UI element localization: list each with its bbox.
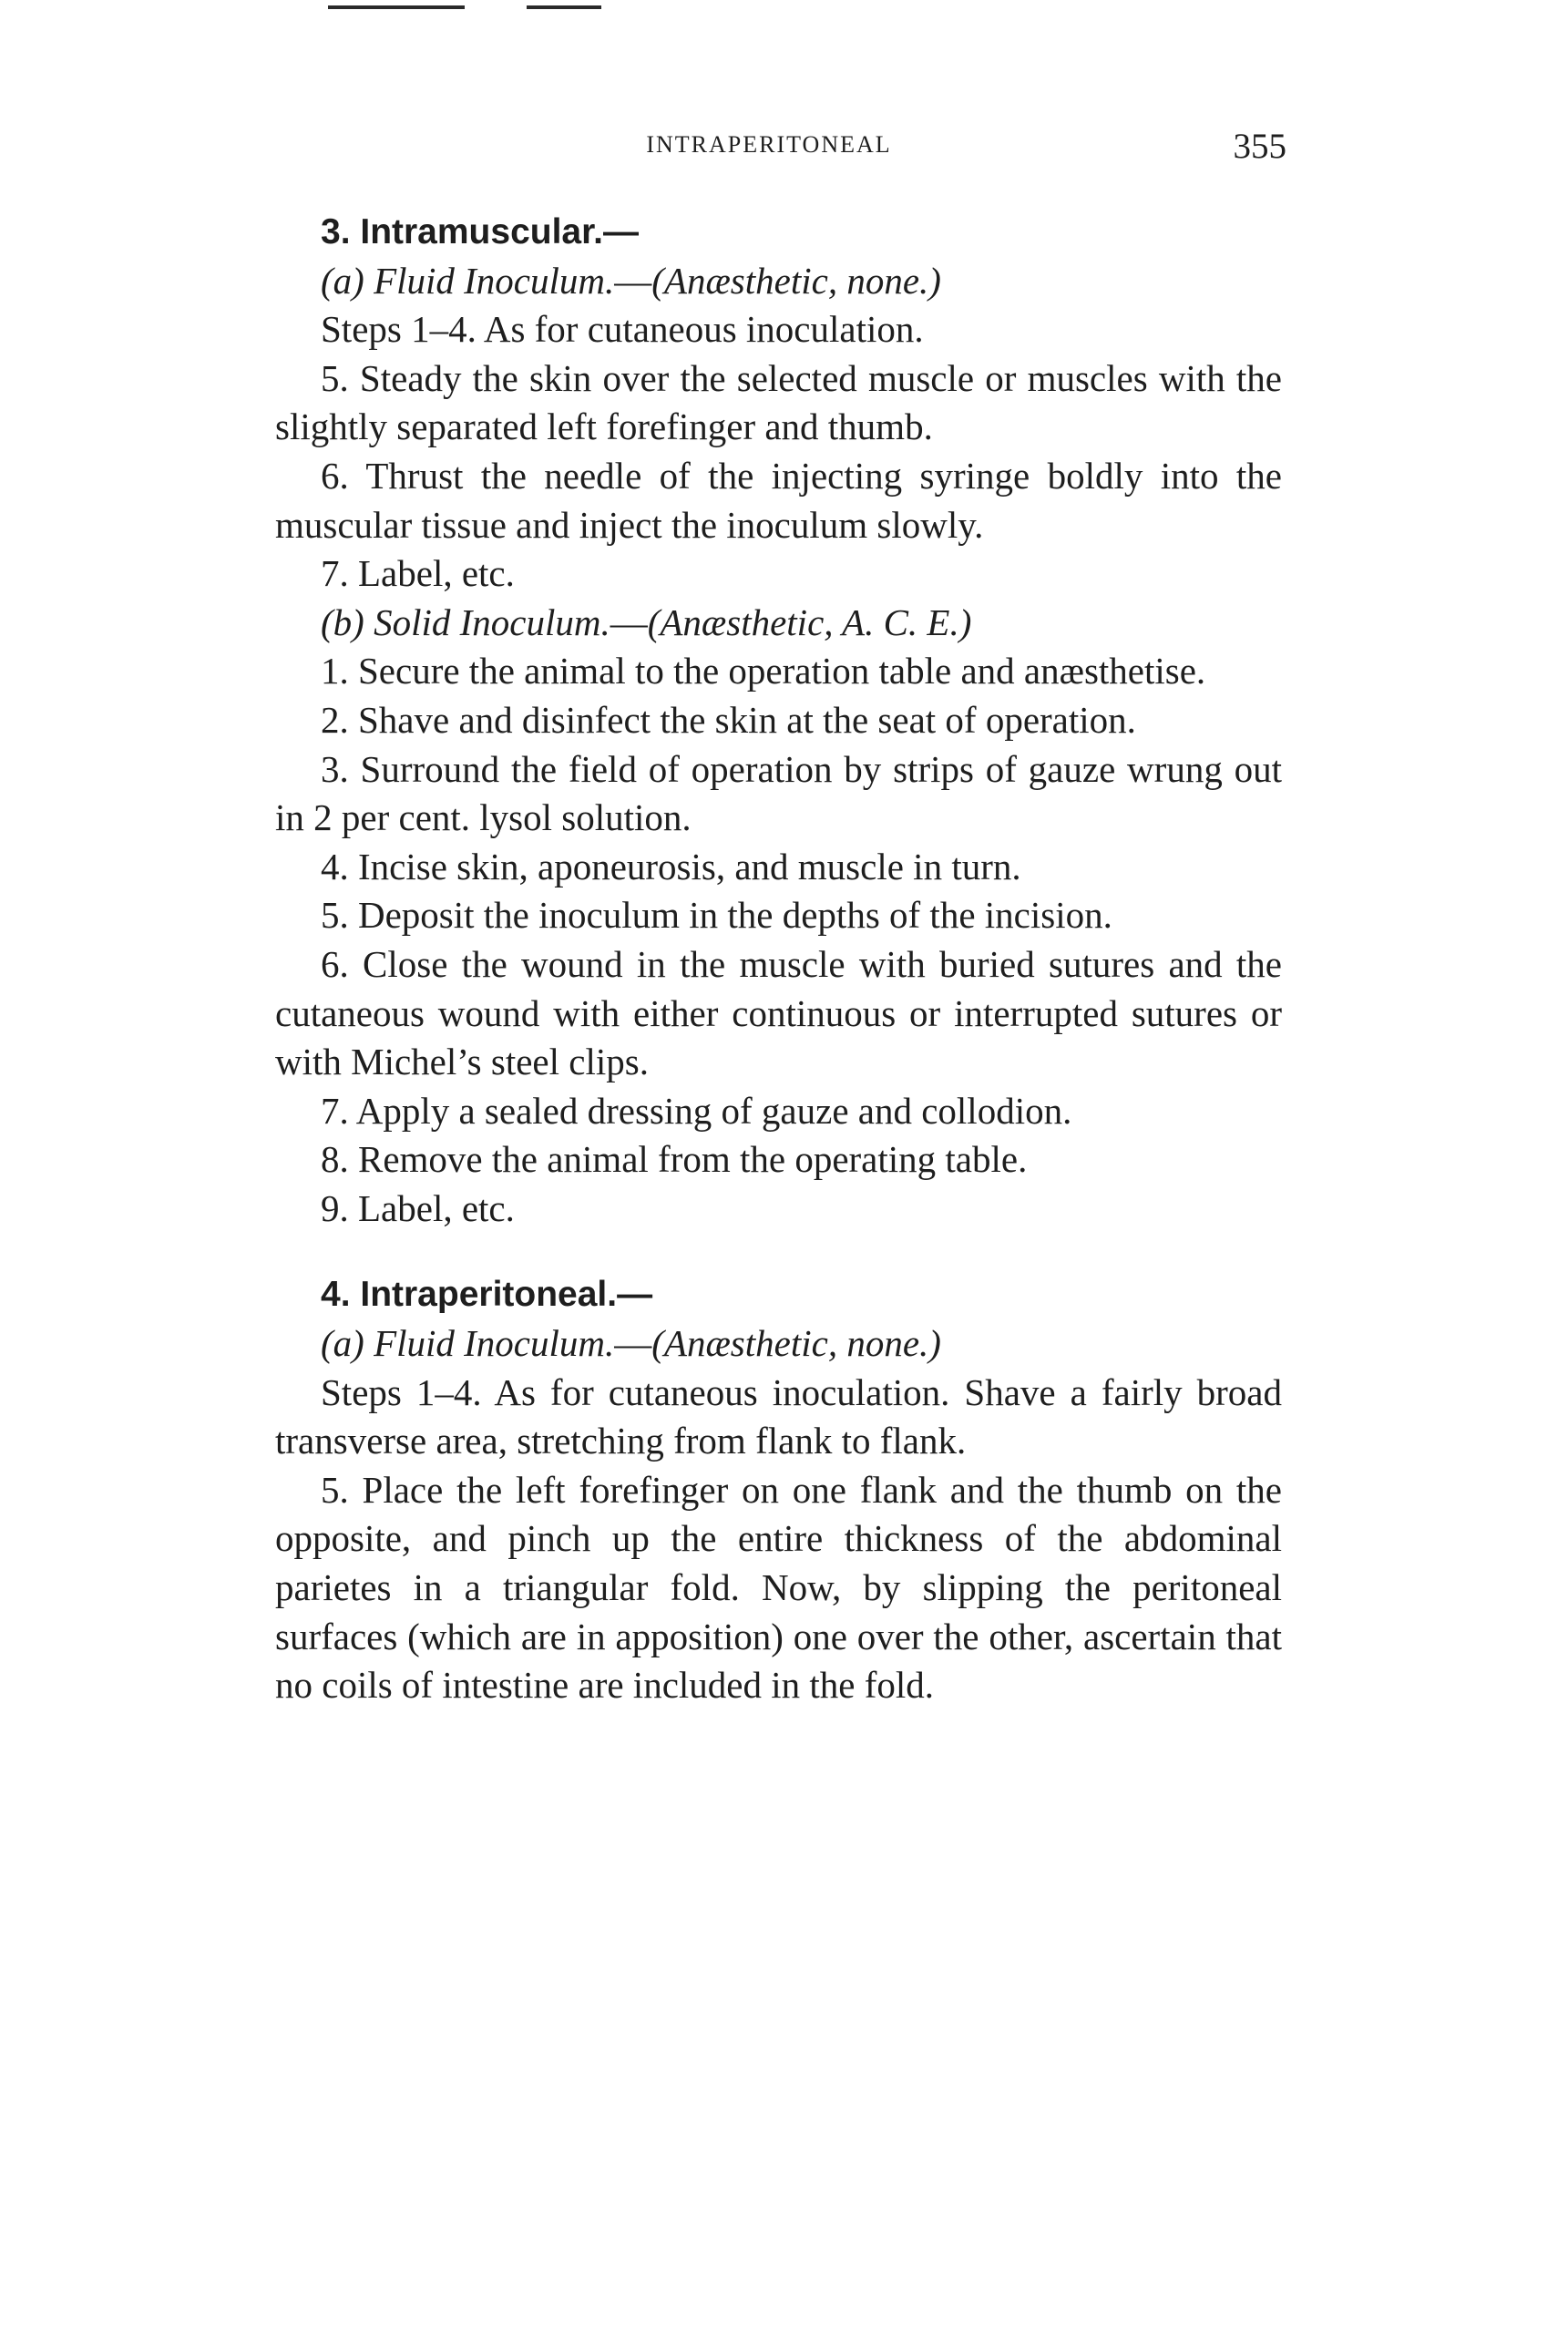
section-heading-intramuscular: 3. Intramuscular.— bbox=[321, 212, 639, 251]
case-anaesthetic: (Anæsthetic, none.) bbox=[651, 259, 941, 302]
page-header bbox=[275, 126, 1286, 173]
scan-artifact bbox=[527, 5, 601, 9]
step-paragraph: 8. Remove the animal from the operating table. bbox=[321, 1138, 1028, 1181]
step-paragraph: Steps 1–4. As for cutaneous inoculation. Shave a fairly broad transverse area, stretching from flank to flank. bbox=[275, 1370, 1282, 1462]
step-paragraph: 3. Surround the field of operation by strips of gauze wrung out in 2 per cent. lysol solution. bbox=[275, 747, 1282, 839]
step-paragraph: 1. Secure the animal to the operation table and anæsthetise. bbox=[321, 650, 1206, 693]
case-anaesthetic: (Anæsthetic, none.) bbox=[651, 1322, 941, 1365]
case-label: (a) bbox=[321, 259, 364, 302]
section-heading-intraperitoneal: 4. Intraperitoneal.— bbox=[321, 1275, 653, 1315]
step-paragraph: 5. Steady the skin over the selected muscle or muscles with the slightly separated left forefinger and thumb. bbox=[275, 356, 1282, 448]
case-a-line bbox=[275, 257, 1282, 306]
step-paragraph: 6. Close the wound in the muscle with buried sutures and the cutaneous wound with either continuous or interrupted sutures or with Michel’s steel clips. bbox=[275, 942, 1282, 1083]
page-body bbox=[275, 208, 1282, 1710]
case-label: (b) bbox=[321, 600, 364, 643]
case-a-line bbox=[275, 1319, 1282, 1369]
case-dash: — bbox=[610, 600, 648, 643]
case-title: Fluid Inoculum. bbox=[374, 259, 615, 302]
step-paragraph: 2. Shave and disinfect the skin at the seat of operation. bbox=[321, 698, 1136, 741]
step-paragraph: 9. Label, etc. bbox=[321, 1186, 515, 1229]
step-paragraph: 5. Place the left forefinger on one flank and the thumb on the opposite, and pinch up the entire thickness of the abdominal parietes in a triangular fold. Now, by slipping the peritoneal surfaces (which are in apposition) one over the other, ascertain that no coils of intestine are included in the fold. bbox=[275, 1468, 1282, 1707]
running-head: INTRAPERITONEAL bbox=[646, 131, 892, 158]
case-dash: — bbox=[614, 1322, 652, 1365]
case-b-line bbox=[275, 599, 1282, 648]
step-paragraph: Steps 1–4. As for cutaneous inoculation. bbox=[321, 308, 924, 351]
page-number: 355 bbox=[1233, 127, 1286, 166]
step-paragraph: 6. Thrust the needle of the injecting syringe boldly into the muscular tissue and inject the inoculum slowly. bbox=[275, 454, 1282, 546]
step-paragraph: 5. Deposit the inoculum in the depths of the incision. bbox=[321, 894, 1112, 937]
step-paragraph: 7. Label, etc. bbox=[321, 552, 515, 595]
case-dash: — bbox=[614, 259, 652, 302]
scan-artifact bbox=[328, 5, 465, 9]
case-label: (a) bbox=[321, 1322, 364, 1365]
case-title: Fluid Inoculum. bbox=[374, 1322, 615, 1365]
step-paragraph: 4. Incise skin, aponeurosis, and muscle in turn. bbox=[321, 845, 1021, 887]
case-anaesthetic: (Anæsthetic, A. C. E.) bbox=[647, 600, 972, 643]
step-paragraph: 7. Apply a sealed dressing of gauze and collodion. bbox=[321, 1089, 1072, 1132]
case-title: Solid Inoculum. bbox=[374, 600, 610, 643]
